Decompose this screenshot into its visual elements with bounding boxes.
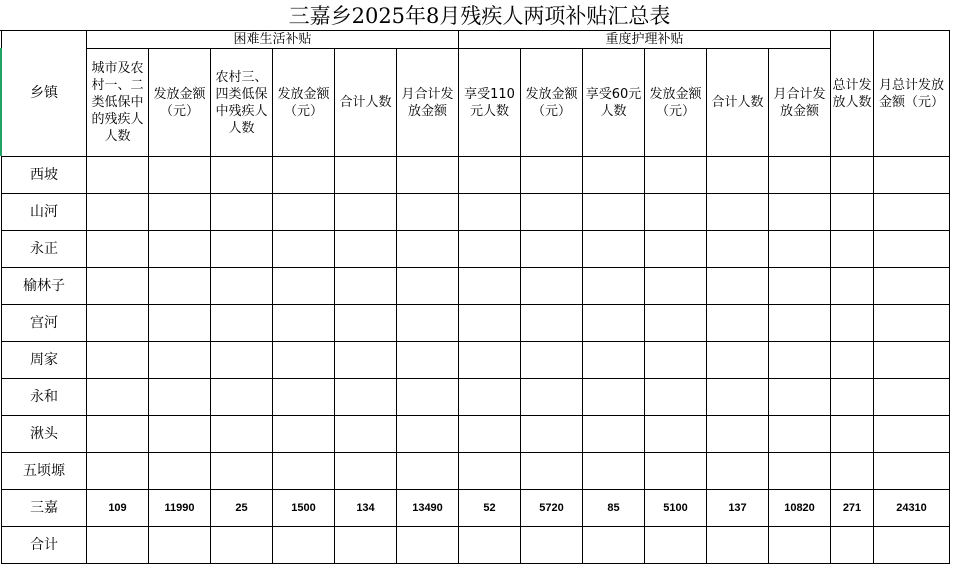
value-cell[interactable]	[521, 194, 583, 231]
header-col-2[interactable]	[149, 49, 211, 157]
selection-indicator	[0, 48, 2, 156]
value-cell[interactable]	[831, 416, 874, 453]
value-cell[interactable]	[335, 194, 397, 231]
value-cell[interactable]	[769, 379, 831, 416]
value-cell[interactable]	[707, 379, 769, 416]
value-cell[interactable]	[397, 453, 459, 490]
value-cell[interactable]: 11990	[149, 490, 211, 527]
value-cell[interactable]	[874, 305, 950, 342]
value-cell[interactable]	[874, 342, 950, 379]
value-cell[interactable]	[273, 416, 335, 453]
town-cell[interactable]: 榆林子	[2, 268, 87, 305]
table-row	[2, 305, 950, 342]
header-col-label: 享受110元人数	[464, 86, 515, 119]
header-col-10[interactable]	[645, 49, 707, 157]
value-cell[interactable]	[149, 379, 211, 416]
header-col-label: 合计人数	[711, 95, 764, 110]
value-cell[interactable]	[273, 453, 335, 490]
header-col-label: 城市及农村一、二类低保中的残疾人人数	[91, 61, 144, 144]
value-cell[interactable]	[335, 453, 397, 490]
value-cell[interactable]	[645, 305, 707, 342]
value-cell[interactable]	[521, 379, 583, 416]
subsidy-summary-table	[1, 30, 950, 564]
value-cell[interactable]	[874, 268, 950, 305]
value-cell[interactable]: 5720	[521, 490, 583, 527]
value-cell[interactable]	[459, 194, 521, 231]
value-cell[interactable]	[769, 194, 831, 231]
value-cell[interactable]	[583, 157, 645, 194]
value-cell[interactable]	[459, 157, 521, 194]
header-col-label: 月合计发放金额	[401, 86, 454, 119]
value-cell[interactable]: 24310	[874, 490, 950, 527]
table-row	[2, 490, 950, 527]
value-cell[interactable]	[707, 194, 769, 231]
value-cell[interactable]	[87, 416, 149, 453]
value-cell[interactable]	[397, 194, 459, 231]
value-cell[interactable]	[874, 157, 950, 194]
header-col-label: 享受60元人数	[585, 86, 642, 119]
table-row	[2, 268, 950, 305]
value-cell[interactable]	[831, 305, 874, 342]
value-cell[interactable]	[583, 527, 645, 564]
value-cell[interactable]	[149, 527, 211, 564]
value-cell[interactable]: 109	[87, 490, 149, 527]
value-cell[interactable]	[273, 194, 335, 231]
header-col-8[interactable]	[521, 49, 583, 157]
value-cell[interactable]	[211, 416, 273, 453]
value-cell[interactable]: 10820	[769, 490, 831, 527]
town-cell[interactable]: 永正	[2, 231, 87, 268]
value-cell[interactable]	[831, 527, 874, 564]
value-cell[interactable]	[645, 453, 707, 490]
value-cell[interactable]	[645, 231, 707, 268]
value-cell[interactable]	[87, 157, 149, 194]
table-row	[2, 157, 950, 194]
value-cell[interactable]	[874, 527, 950, 564]
value-cell[interactable]	[397, 157, 459, 194]
value-cell[interactable]	[521, 527, 583, 564]
value-cell[interactable]	[707, 342, 769, 379]
value-cell[interactable]	[769, 231, 831, 268]
value-cell[interactable]	[769, 416, 831, 453]
value-cell[interactable]	[645, 527, 707, 564]
value-cell[interactable]	[211, 305, 273, 342]
value-cell[interactable]	[335, 379, 397, 416]
table-row	[2, 527, 950, 564]
header-col-label: 发放金额（元）	[277, 86, 330, 119]
value-cell[interactable]	[397, 231, 459, 268]
header-col-4[interactable]	[273, 49, 335, 157]
value-cell[interactable]	[707, 305, 769, 342]
header-col-3[interactable]	[211, 49, 273, 157]
value-cell[interactable]: 137	[707, 490, 769, 527]
header-col-6[interactable]	[397, 49, 459, 157]
value-cell[interactable]	[149, 157, 211, 194]
value-cell[interactable]	[831, 194, 874, 231]
value-cell[interactable]	[459, 416, 521, 453]
value-cell[interactable]	[707, 453, 769, 490]
town-cell[interactable]: 五顷塬	[2, 453, 87, 490]
value-cell[interactable]	[335, 342, 397, 379]
town-cell[interactable]: 周家	[2, 342, 87, 379]
value-cell[interactable]	[645, 342, 707, 379]
value-cell[interactable]	[211, 157, 273, 194]
value-cell[interactable]	[273, 231, 335, 268]
value-cell[interactable]	[149, 305, 211, 342]
header-col-9[interactable]	[583, 49, 645, 157]
value-cell[interactable]	[211, 342, 273, 379]
value-cell[interactable]	[874, 453, 950, 490]
value-cell[interactable]	[831, 453, 874, 490]
value-cell[interactable]	[831, 342, 874, 379]
value-cell[interactable]	[149, 342, 211, 379]
value-cell[interactable]	[707, 231, 769, 268]
value-cell[interactable]	[521, 231, 583, 268]
header-town[interactable]: 乡镇	[2, 31, 87, 157]
header-col-11[interactable]	[707, 49, 769, 157]
value-cell[interactable]	[397, 527, 459, 564]
value-cell[interactable]	[87, 527, 149, 564]
value-cell[interactable]	[459, 268, 521, 305]
value-cell[interactable]	[521, 268, 583, 305]
value-cell[interactable]	[459, 527, 521, 564]
value-cell[interactable]	[459, 453, 521, 490]
header-col-label: 农村三、四类低保中残疾人人数	[215, 69, 268, 136]
value-cell[interactable]	[335, 527, 397, 564]
value-cell[interactable]	[211, 194, 273, 231]
header-group-care[interactable]: 重度护理补贴	[459, 31, 831, 49]
value-cell[interactable]	[521, 157, 583, 194]
header-col-label: 发放金额（元）	[525, 86, 578, 119]
value-cell[interactable]	[583, 231, 645, 268]
value-cell[interactable]	[273, 157, 335, 194]
value-cell[interactable]	[459, 342, 521, 379]
value-cell[interactable]	[769, 268, 831, 305]
value-cell[interactable]	[583, 342, 645, 379]
value-cell[interactable]	[397, 305, 459, 342]
value-cell[interactable]	[769, 157, 831, 194]
table-row	[2, 342, 950, 379]
value-cell[interactable]	[583, 194, 645, 231]
table-title: 三嘉乡2025年8月残疾人两项补贴汇总表	[288, 4, 671, 28]
value-cell[interactable]	[831, 231, 874, 268]
value-cell[interactable]	[583, 453, 645, 490]
value-cell[interactable]	[273, 305, 335, 342]
value-cell[interactable]	[149, 416, 211, 453]
value-cell[interactable]: 134	[335, 490, 397, 527]
header-col-14[interactable]: 月总计发放金额（元）	[874, 31, 950, 157]
value-cell[interactable]	[874, 194, 950, 231]
value-cell[interactable]	[335, 416, 397, 453]
value-cell[interactable]	[707, 527, 769, 564]
value-cell[interactable]	[335, 157, 397, 194]
value-cell[interactable]	[874, 231, 950, 268]
value-cell[interactable]: 271	[831, 490, 874, 527]
value-cell[interactable]	[583, 416, 645, 453]
value-cell[interactable]	[645, 157, 707, 194]
value-cell[interactable]	[521, 416, 583, 453]
value-cell[interactable]	[87, 453, 149, 490]
value-cell[interactable]	[149, 453, 211, 490]
header-col-label: 月合计发放金额	[773, 86, 826, 119]
value-cell[interactable]	[645, 268, 707, 305]
value-cell[interactable]	[769, 453, 831, 490]
header-col-5[interactable]	[335, 49, 397, 157]
value-cell[interactable]	[273, 527, 335, 564]
value-cell[interactable]	[521, 453, 583, 490]
value-cell[interactable]	[707, 416, 769, 453]
value-cell[interactable]	[583, 305, 645, 342]
value-cell[interactable]	[645, 379, 707, 416]
header-group-hardship[interactable]: 困难生活补贴	[87, 31, 459, 49]
value-cell[interactable]	[87, 231, 149, 268]
value-cell[interactable]	[645, 194, 707, 231]
value-cell[interactable]	[149, 194, 211, 231]
value-cell[interactable]	[149, 231, 211, 268]
value-cell[interactable]	[707, 157, 769, 194]
value-cell[interactable]	[583, 379, 645, 416]
header-col-label: 合计人数	[339, 95, 392, 110]
table-row	[2, 379, 950, 416]
table-row	[2, 453, 950, 490]
value-cell[interactable]	[211, 527, 273, 564]
value-cell[interactable]	[211, 453, 273, 490]
value-cell[interactable]	[397, 416, 459, 453]
value-cell[interactable]	[211, 379, 273, 416]
value-cell[interactable]	[459, 305, 521, 342]
value-cell[interactable]	[645, 416, 707, 453]
value-cell[interactable]	[707, 268, 769, 305]
value-cell[interactable]	[211, 231, 273, 268]
value-cell[interactable]: 85	[583, 490, 645, 527]
town-cell[interactable]: 湫头	[2, 416, 87, 453]
value-cell[interactable]: 25	[211, 490, 273, 527]
value-cell[interactable]	[273, 342, 335, 379]
value-cell[interactable]	[397, 379, 459, 416]
value-cell[interactable]	[87, 342, 149, 379]
value-cell[interactable]	[87, 268, 149, 305]
value-cell[interactable]	[459, 231, 521, 268]
town-cell[interactable]: 宫河	[2, 305, 87, 342]
value-cell[interactable]	[769, 527, 831, 564]
header-col-12[interactable]	[769, 49, 831, 157]
value-cell[interactable]	[831, 268, 874, 305]
value-cell[interactable]	[335, 268, 397, 305]
value-cell[interactable]	[397, 342, 459, 379]
value-cell[interactable]	[583, 268, 645, 305]
value-cell[interactable]: 5100	[645, 490, 707, 527]
town-cell[interactable]: 山河	[2, 194, 87, 231]
value-cell[interactable]	[273, 379, 335, 416]
value-cell[interactable]	[521, 305, 583, 342]
header-col-7[interactable]	[459, 49, 521, 157]
table-row	[2, 416, 950, 453]
value-cell[interactable]	[335, 305, 397, 342]
value-cell[interactable]: 52	[459, 490, 521, 527]
value-cell[interactable]	[87, 305, 149, 342]
value-cell[interactable]	[87, 194, 149, 231]
header-col-label: 发放金额（元）	[649, 86, 702, 119]
value-cell[interactable]	[459, 379, 521, 416]
table-row	[2, 231, 950, 268]
table-row	[2, 194, 950, 231]
value-cell[interactable]	[87, 379, 149, 416]
header-col-label: 发放金额（元）	[153, 86, 206, 119]
header-col-1[interactable]	[87, 49, 149, 157]
header-col-13[interactable]: 总计发放人数	[831, 31, 874, 157]
value-cell[interactable]: 13490	[397, 490, 459, 527]
value-cell[interactable]	[397, 268, 459, 305]
value-cell[interactable]	[211, 268, 273, 305]
value-cell[interactable]	[874, 416, 950, 453]
value-cell[interactable]	[874, 379, 950, 416]
value-cell[interactable]	[273, 268, 335, 305]
value-cell[interactable]	[335, 231, 397, 268]
town-cell[interactable]: 永和	[2, 379, 87, 416]
value-cell[interactable]	[521, 342, 583, 379]
value-cell[interactable]: 1500	[273, 490, 335, 527]
value-cell[interactable]	[831, 157, 874, 194]
value-cell[interactable]	[831, 379, 874, 416]
town-cell[interactable]: 合计	[2, 527, 87, 564]
value-cell[interactable]	[769, 305, 831, 342]
value-cell[interactable]	[769, 342, 831, 379]
value-cell[interactable]	[149, 268, 211, 305]
town-cell[interactable]: 西坡	[2, 157, 87, 194]
town-cell[interactable]: 三嘉	[2, 490, 87, 527]
